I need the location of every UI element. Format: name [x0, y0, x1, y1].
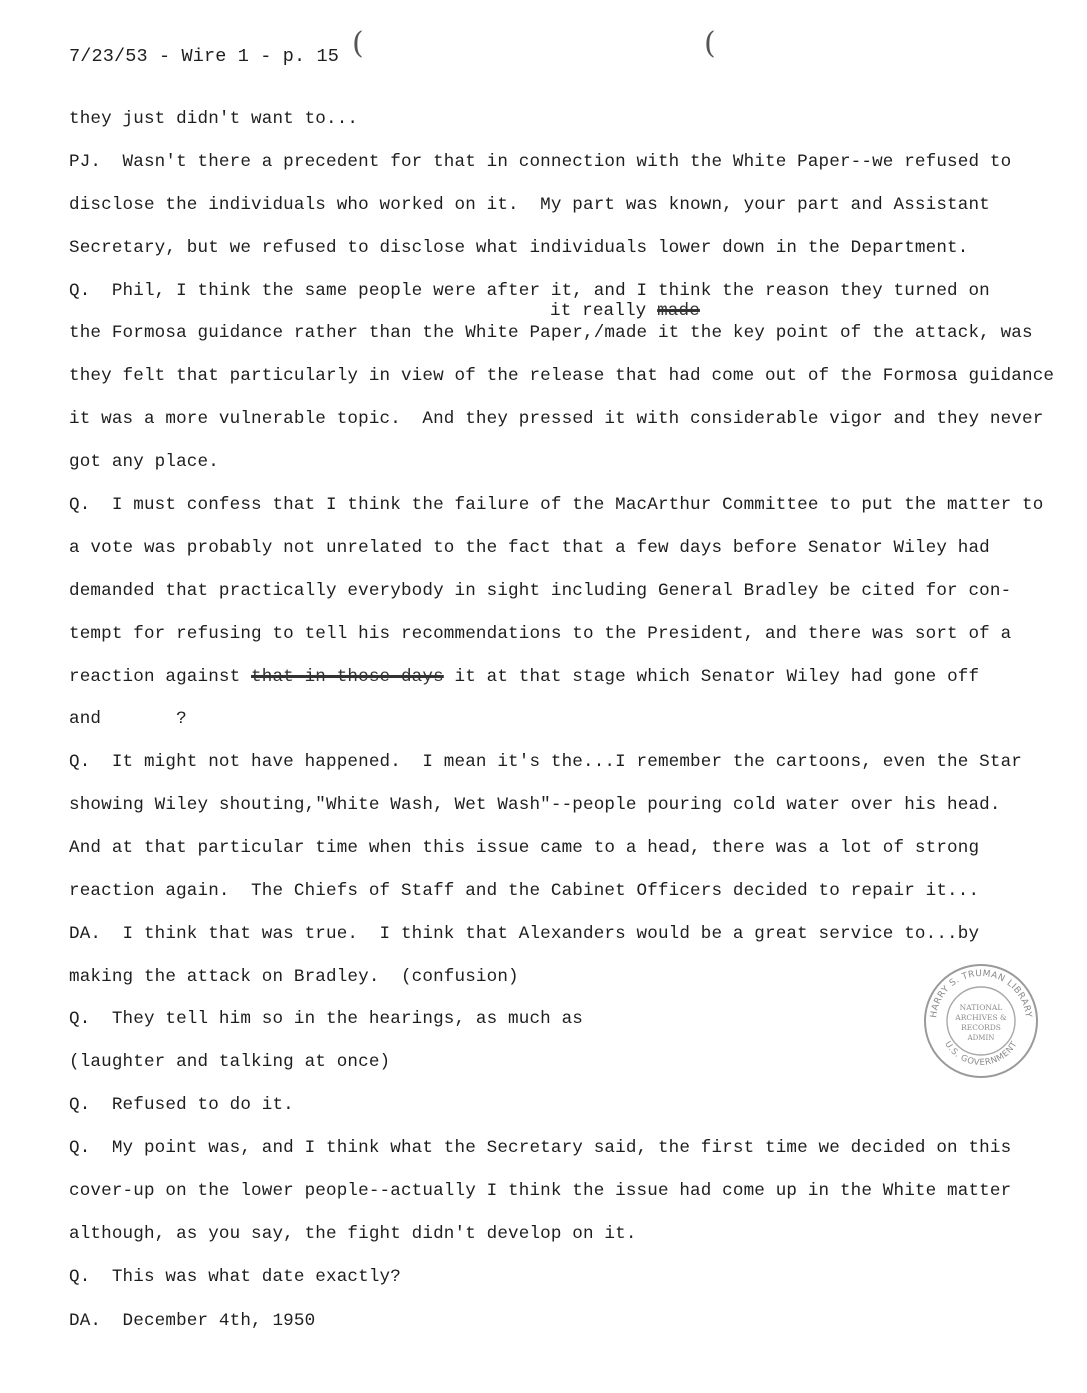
paren-mark-right: ( — [704, 26, 716, 61]
text-line: DA. December 4th, 1950 — [69, 1311, 316, 1331]
text-line: demanded that practically everybody in sight including General Bradley be cited for con- — [69, 581, 1012, 601]
text-line: Q. This was what date exactly? — [69, 1267, 401, 1287]
interlinear-text: it really — [550, 301, 647, 321]
text-line: Q. Refused to do it. — [69, 1095, 294, 1115]
text-line: and ? — [69, 709, 187, 729]
stamp-ring-bottom-text: U.S. GOVERNMENT — [942, 1039, 1020, 1069]
line-segment: it at that stage which Senator Wiley had gone off — [443, 667, 980, 687]
text-line: Q. My point was, and I think what the Secretary said, the first time we decided on this — [69, 1138, 1012, 1158]
text-line: Q. They tell him so in the hearings, as much as — [69, 1009, 583, 1029]
stamp-center-text: ADMIN — [967, 1034, 995, 1042]
text-line: tempt for refusing to tell his recommendations to the President, and there was sort of a — [69, 624, 1012, 644]
text-line: Secretary, but we refused to disclose what individuals lower down in the Department. — [69, 238, 969, 258]
stamp-ring-top-text: HARRY S. TRUMAN LIBRARY — [929, 968, 1033, 1019]
text-line: cover-up on the lower people--actually I think the issue had come up in the White matter — [69, 1181, 1012, 1201]
text-line: PJ. Wasn't there a precedent for that in connection with the White Paper--we refused to — [69, 152, 1012, 172]
interlinear-insertion — [550, 300, 700, 322]
stamp-center-text: NATIONAL — [959, 1003, 1003, 1012]
line-segment: reaction against — [69, 667, 252, 687]
text-line: And at that particular time when this issue came to a head, there was a lot of strong — [69, 838, 980, 858]
text-line: they just didn't want to... — [69, 109, 359, 129]
archive-stamp-seal — [922, 962, 1040, 1080]
text-line: reaction again. The Chiefs of Staff and the Cabinet Officers decided to repair it... — [69, 881, 980, 901]
text-line: they felt that particularly in view of the release that had come out of the Formosa guidance — [69, 366, 1055, 386]
paren-mark-left: ( — [352, 26, 364, 61]
text-line: (laughter and talking at once) — [69, 1052, 391, 1072]
text-line: disclose the individuals who worked on it. My part was known, your part and Assistant — [69, 195, 990, 215]
text-line: Q. I must confess that I think the failure of the MacArthur Committee to put the matter to — [69, 495, 1044, 515]
text-line: DA. I think that was true. I think that Alexanders would be a great service to...by — [69, 924, 980, 944]
text-line: Q. It might not have happened. I mean it's the...I remember the cartoons, even the Star — [69, 752, 1023, 772]
stamp-center-text: ARCHIVES & — [955, 1013, 1007, 1022]
text-line: although, as you say, the fight didn't develop on it. — [69, 1224, 637, 1244]
text-line-with-strikeout — [69, 666, 979, 688]
struck-out-text: that in those days — [251, 667, 444, 687]
text-line: making the attack on Bradley. (confusion) — [69, 967, 519, 987]
text-line: it was a more vulnerable topic. And they pressed it with considerable vigor and they never — [69, 409, 1044, 429]
interlinear-struck-word: made — [657, 301, 700, 321]
text-line: a vote was probably not unrelated to the fact that a few days before Senator Wiley had — [69, 538, 990, 558]
text-line: Q. Phil, I think the same people were after it, and I think the reason they turned on — [69, 281, 990, 301]
text-line: showing Wiley shouting,"White Wash, Wet Wash"--people pouring cold water over his head. — [69, 795, 1001, 815]
svg-text:U.S. GOVERNMENT — [942, 1039, 1020, 1068]
text-line: the Formosa guidance rather than the White Paper,/made it the key point of the attack, was — [69, 323, 1033, 343]
stamp-center-text: RECORDS — [961, 1023, 1001, 1032]
text-line: got any place. — [69, 452, 219, 472]
page-header: 7/23/53 - Wire 1 - p. 15 — [69, 46, 340, 67]
